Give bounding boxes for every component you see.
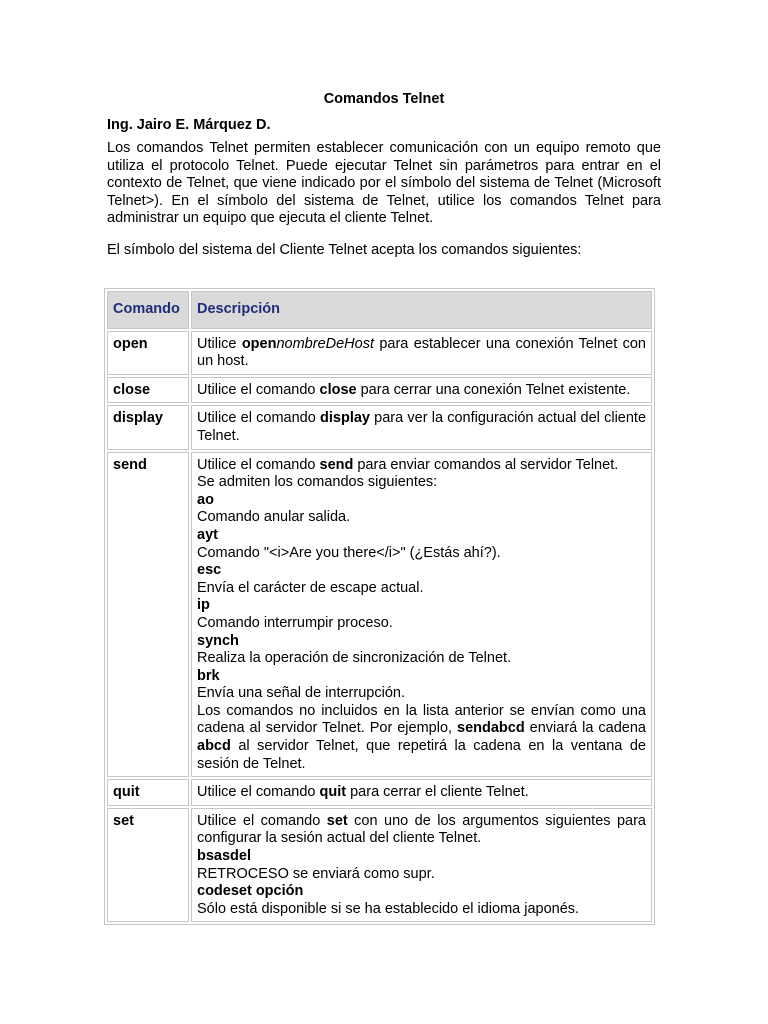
subcommand-desc: Realiza la operación de sincronización de Telnet. xyxy=(197,650,512,667)
table-header-row xyxy=(107,291,652,329)
table-row-quit xyxy=(107,779,652,806)
table-row-close xyxy=(107,377,652,404)
lead-paragraph: El símbolo del sistema del Cliente Telnet acepta los comandos siguientes: xyxy=(107,242,582,258)
header-command: Comando xyxy=(107,291,189,329)
subcommand-name: codeset opción xyxy=(197,883,304,900)
subcommand-desc: Envía el carácter de escape actual. xyxy=(197,579,424,596)
command-open: open xyxy=(107,331,189,375)
author: Ing. Jairo E. Márquez D. xyxy=(107,117,271,133)
header-description: Descripción xyxy=(191,291,652,329)
send-line2: Se admiten los comandos siguientes: xyxy=(197,474,438,491)
command-send: send xyxy=(107,452,189,778)
description-open: Utilice opennombreDeHost para establecer una conexión Telnet con un host. xyxy=(191,331,652,375)
subcommand-desc: Envía una señal de interrupción. xyxy=(197,685,405,702)
subcommand-desc: RETROCESO se enviará como supr. xyxy=(197,865,435,882)
command-display: display xyxy=(107,405,189,449)
table-row-open xyxy=(107,331,652,375)
subcommand-name: synch xyxy=(197,632,239,649)
subcommand-desc: Comando anular salida. xyxy=(197,509,351,526)
description-send xyxy=(191,452,652,778)
subcommand-desc: Comando interrumpir proceso. xyxy=(197,614,393,631)
subcommand-name: ayt xyxy=(197,526,218,543)
send-intro: Utilice el comando send para enviar comandos al servidor Telnet. xyxy=(197,456,619,473)
subcommand-desc: Comando "<i>Are you there</i>" (¿Estás ahí?). xyxy=(197,544,501,561)
description-display: Utilice el comando display para ver la configuración actual del cliente Telnet. xyxy=(191,405,652,449)
subcommand-name: ao xyxy=(197,491,214,508)
subcommand-desc: Sólo está disponible si se ha establecido el idioma japonés. xyxy=(197,900,580,917)
description-close: Utilice el comando close para cerrar una conexión Telnet existente. xyxy=(191,377,652,404)
command-close: close xyxy=(107,377,189,404)
page-title: Comandos Telnet xyxy=(323,91,445,107)
subcommand-name: esc xyxy=(197,562,222,579)
subcommand-name: bsasdel xyxy=(197,848,251,865)
set-intro: Utilice el comando set con uno de los argumentos siguientes para configurar la sesión actual del cliente Telnet. xyxy=(197,812,646,847)
command-quit: quit xyxy=(107,779,189,806)
subcommand-name: ip xyxy=(197,597,210,614)
table-row-send xyxy=(107,452,652,778)
send-tail: Los comandos no incluidos en la lista anterior se envían como una cadena al servidor Telnet. Por ejemplo, sendabcd enviará la cadena abcd al servidor Telnet, que repetirá la cadena en la ventana de sesión de Telnet. xyxy=(197,702,646,772)
description-set xyxy=(191,808,652,923)
commands-table xyxy=(104,288,655,925)
table-row-set xyxy=(107,808,652,923)
intro-paragraph: Los comandos Telnet permiten establecer comunicación con un equipo remoto que utiliza el protocolo Telnet. Puede ejecutar Telnet sin parámetros para entrar en el contexto de Telnet, que viene indicado por el símbolo del sistema de Telnet (Microsoft Telnet>). En el símbolo del sistema de Telnet, utilice los comandos Telnet para administrar un equipo que ejecuta el cliente Telnet. xyxy=(107,140,661,227)
command-set: set xyxy=(107,808,189,923)
subcommand-name: brk xyxy=(197,667,220,684)
table-row-display xyxy=(107,405,652,449)
description-quit: Utilice el comando quit para cerrar el cliente Telnet. xyxy=(191,779,652,806)
